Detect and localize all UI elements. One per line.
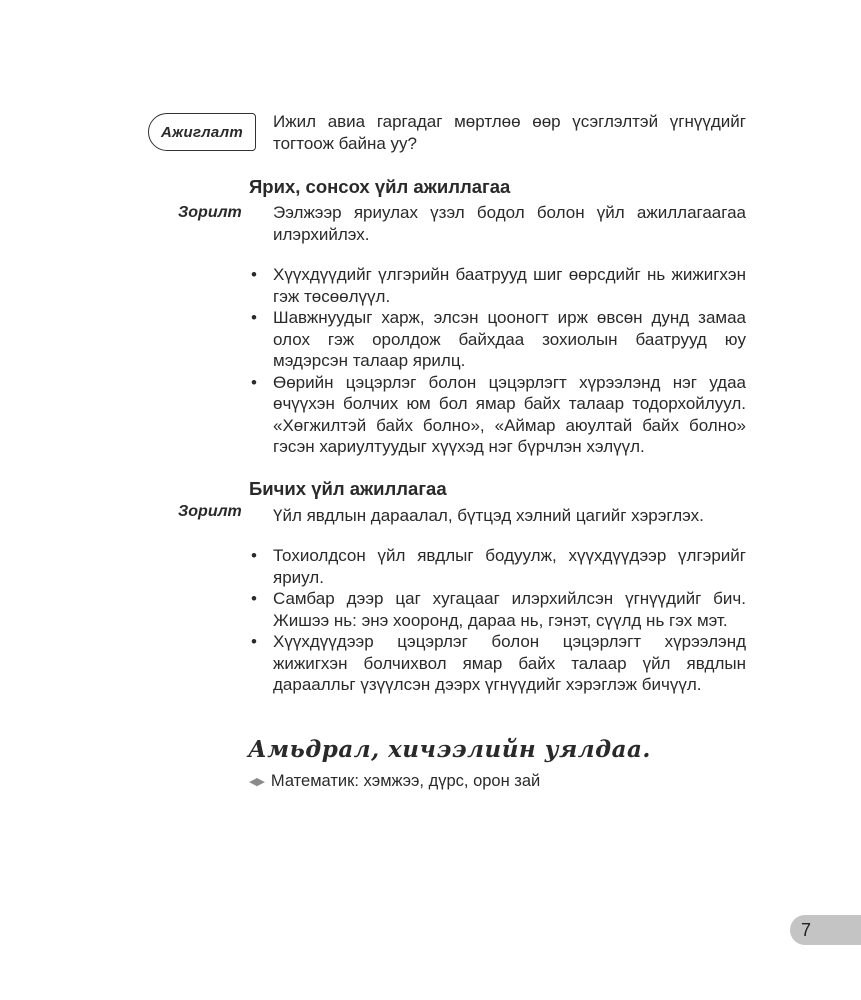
observation-label-box xyxy=(148,113,256,151)
list-item: • Хүүхдүүдээр цэцэрлэг болон цэцэрлэгт хүрээлэнд жижигхэн болчихвол ямар байх талаар үйл явдлын дараалльг үзүүлсэн дээрх үгнүүдийг хэрэглэж бичүүл. xyxy=(251,632,746,694)
life-link-subject-row xyxy=(249,772,540,791)
observation-text: Ижил авиа гаргадаг мөртлөө өөр үсэглэлтэй үгнүүдийг тогтоож байна уу? xyxy=(273,112,746,153)
section1-goal-label: Зорилт xyxy=(178,204,242,221)
list-item: • Хүүхдүүдийг үлгэрийн баатрууд шиг өөрсдийг нь жижигхэн гэж төсөөлүүл. xyxy=(251,265,746,306)
bullet-icon: • xyxy=(251,308,257,327)
section2-bullet-list xyxy=(249,545,746,696)
section2-goal-text: Үйл явдлын дараалал, бүтцэд хэлний цагийг хэрэглэх. xyxy=(273,506,704,525)
section1-goal-text: Ээлжээр яриулах үзэл бодол болон үйл ажиллагаагаа илэрхийлэх. xyxy=(273,203,746,244)
list-item: • Шавжнуудыг харж, элсэн цооногт ирж өвсөн дунд замаа олох гэж оролдож байхдаа зохиолын баатрууд юу мэдэрсэн талаар ярилц. xyxy=(251,308,746,370)
list-item: • Тохиолдсон үйл явдлыг бодуулж, хүүхдүүдээр үлгэрийг яриул. xyxy=(251,546,746,587)
section2-goal-label: Зорилт xyxy=(178,503,242,520)
list-item: • Самбар дээр цаг хугацааг илэрхийлсэн үгнүүдийг бич. Жишээ нь: энэ хооронд, дараа нь, гэнэт, сүүлд нь гэх мэт. xyxy=(251,589,746,630)
page-number-tab xyxy=(790,915,861,945)
bullet-icon: • xyxy=(251,632,257,651)
section2-heading: Бичих үйл ажиллагаа xyxy=(249,478,447,499)
bullet-icon: • xyxy=(251,546,257,565)
page-number: 7 xyxy=(801,919,812,940)
section1-heading: Ярих, сонсох үйл ажиллагаа xyxy=(249,176,511,197)
bullet-icon: • xyxy=(251,265,257,284)
left-right-arrows-icon: ◀▶ xyxy=(249,776,264,788)
bullet-icon: • xyxy=(251,589,257,608)
life-link-subject: Математик: хэмжээ, дүрс, орон зай xyxy=(270,772,541,790)
life-link-title: Амьдрал, хичээлийн уялдаа. xyxy=(248,736,651,763)
observation-label: Ажиглалт xyxy=(161,123,243,141)
section1-bullet-list xyxy=(249,264,746,458)
bullet-icon: • xyxy=(251,372,257,392)
list-item: • Өөрийн цэцэрлэг болон цэцэрлэгт хүрээлэнд нэг удаа өчүүхэн болчих юм бол ямар байх талаар тодорхойлуул. «Хөгжилтэй байх болно», «Аймар аюултай байх болно» гэсэн хариултуудыг хүүхэд нэг бүрчлэн хэлүүл. xyxy=(251,372,746,456)
